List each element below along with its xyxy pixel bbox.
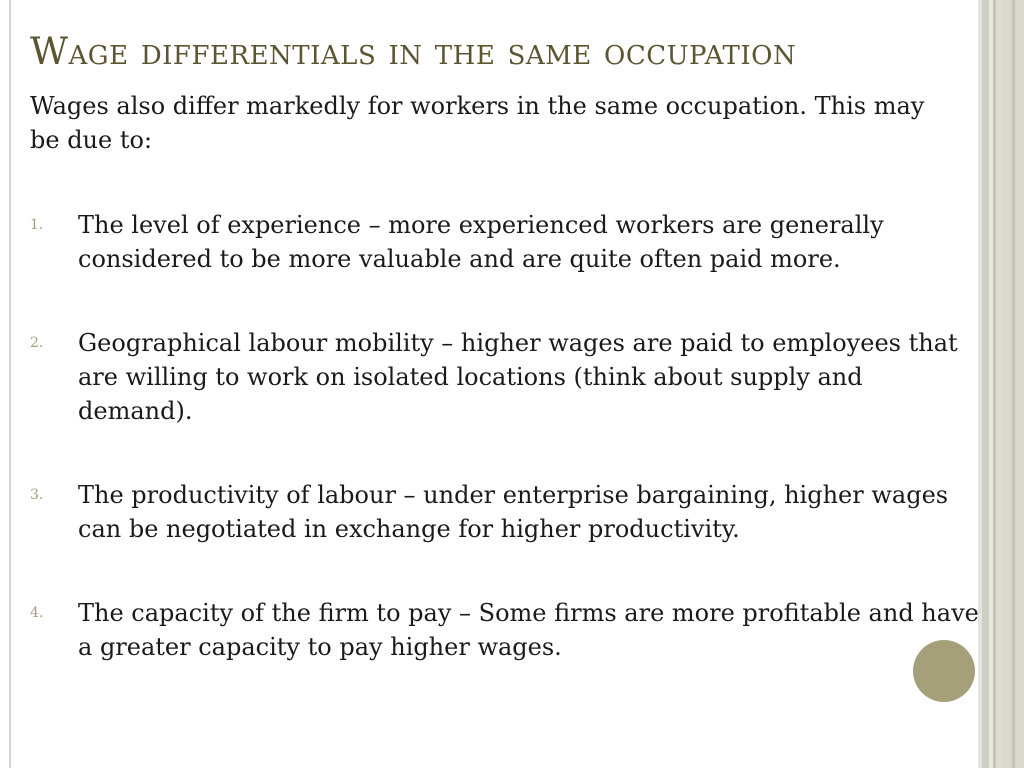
right-edge-stripe	[1012, 0, 1015, 768]
intro-text: Wages also differ markedly for workers in the same occupation. This may be due to:	[30, 92, 925, 154]
decorative-circle	[913, 640, 975, 702]
list-item-text: The level of experience – more experienced workers are generally considered to be more valuable and are quite often paid more.	[78, 211, 884, 273]
left-border-line	[9, 0, 11, 768]
slide-title: Wage differentials in the same occupation	[30, 30, 797, 73]
list-item-text: The capacity of the firm to pay – Some firms are more profitable and have a greater capacity to pay higher wages.	[78, 599, 979, 661]
list-item	[30, 326, 980, 428]
list-item	[30, 208, 980, 276]
numbered-list	[30, 208, 980, 714]
list-item-number: 1.	[30, 217, 44, 233]
list-item	[30, 478, 980, 546]
list-item-number: 2.	[30, 335, 44, 351]
right-edge-stripe	[982, 0, 989, 768]
list-item-number: 3.	[30, 487, 44, 503]
list-item-text: The productivity of labour – under enterprise bargaining, higher wages can be negotiated in exchange for higher productivity.	[78, 481, 949, 543]
list-item-text: Geographical labour mobility – higher wages are paid to employees that are willing to work on isolated locations (think about supply and demand).	[78, 329, 958, 425]
list-item-number: 4.	[30, 605, 44, 621]
list-item	[30, 596, 980, 664]
